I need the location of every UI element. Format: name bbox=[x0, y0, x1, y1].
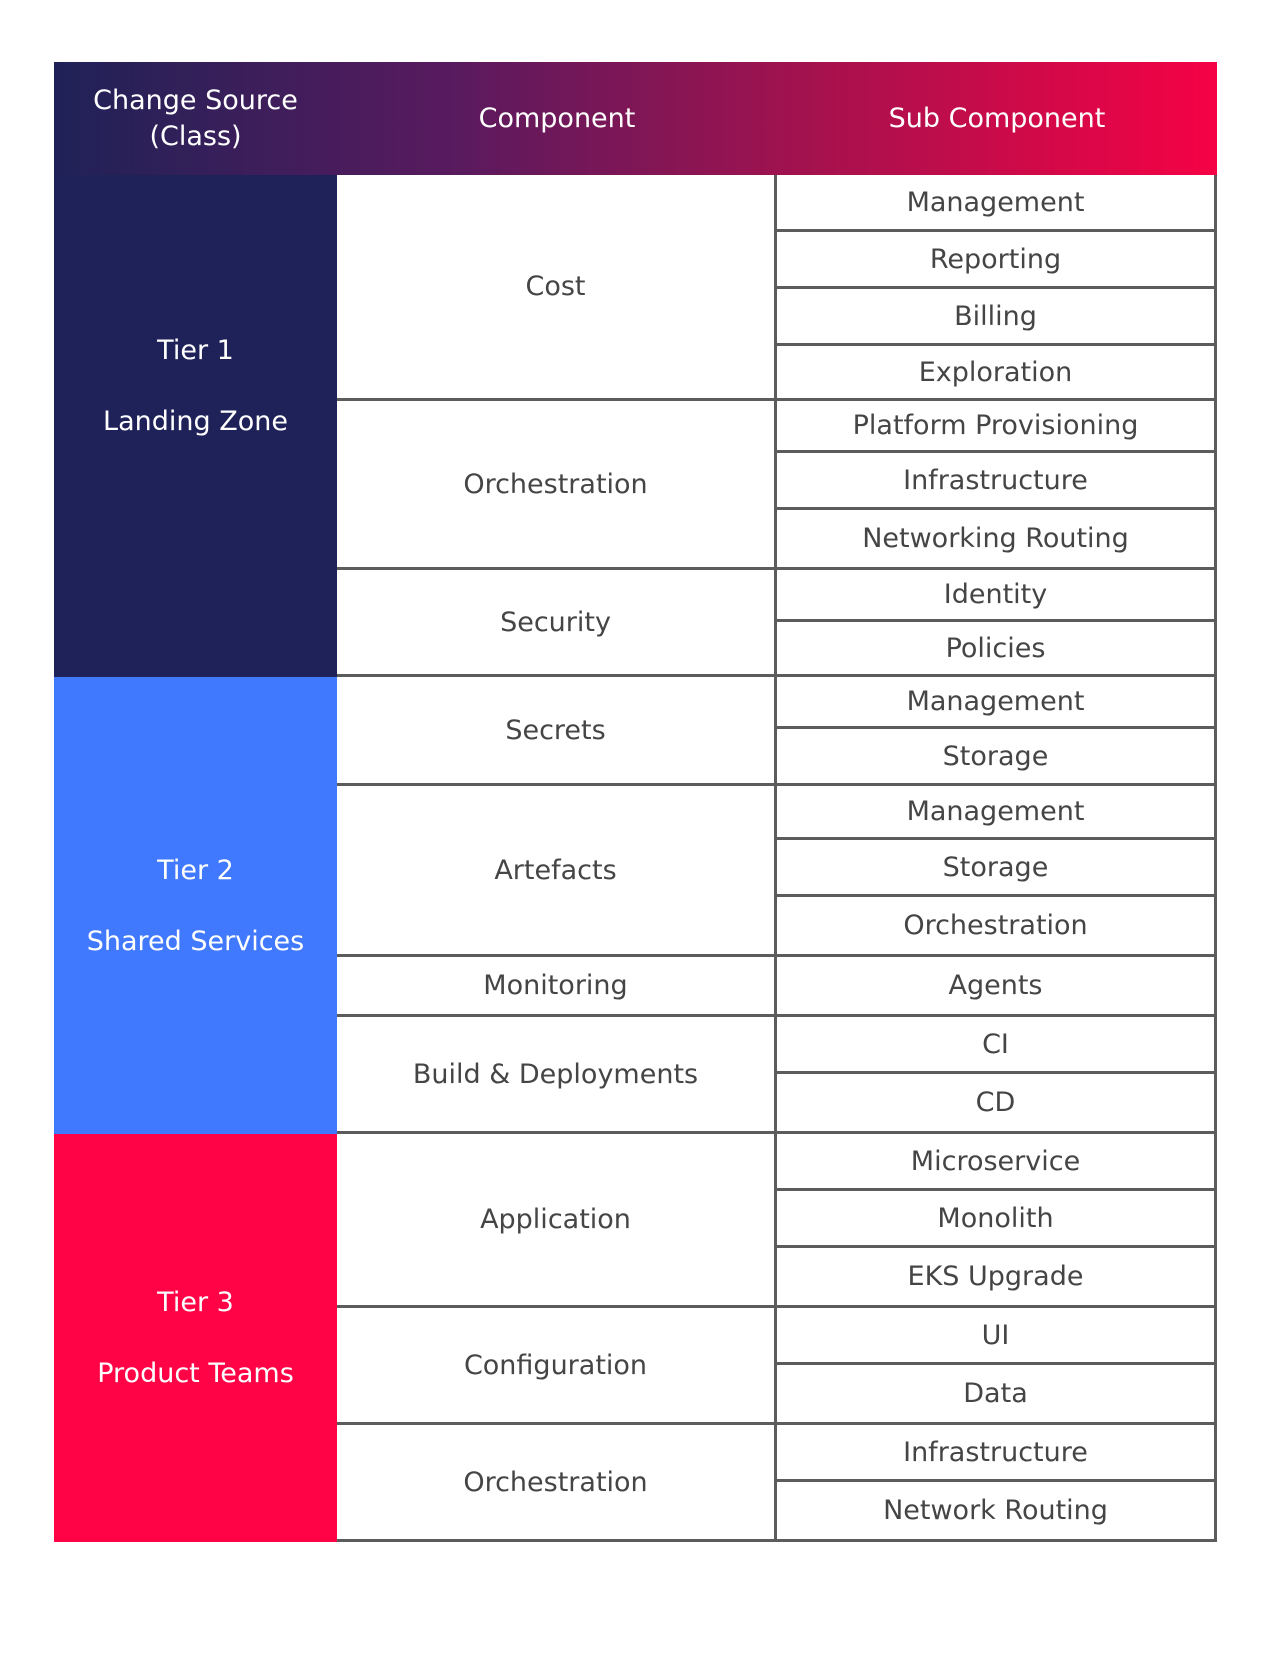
header-sub-component-label: Sub Component bbox=[888, 102, 1106, 134]
component-row bbox=[337, 1017, 1217, 1134]
tier-label: Product Teams bbox=[97, 1358, 294, 1389]
component-name: Build & Deployments bbox=[337, 1017, 777, 1131]
component-name: Security bbox=[337, 570, 777, 674]
sub-component-cell: Data bbox=[963, 1378, 1028, 1409]
tier-cell-2 bbox=[54, 677, 337, 1134]
component-name: Monitoring bbox=[337, 957, 777, 1014]
component-row bbox=[337, 677, 1217, 786]
component-name: Secrets bbox=[337, 677, 777, 783]
header-component-label: Component bbox=[478, 102, 636, 134]
sub-component-cell: Agents bbox=[948, 970, 1043, 1001]
sub-component-cell: Management bbox=[777, 786, 1214, 840]
tier-group-1 bbox=[54, 175, 1217, 677]
component-row bbox=[337, 175, 1217, 401]
sub-component-cell: Network Routing bbox=[883, 1495, 1108, 1526]
tier-cell-3 bbox=[54, 1134, 337, 1542]
change-source-table bbox=[54, 62, 1217, 1542]
sub-component-cell: Storage bbox=[777, 840, 1214, 897]
sub-component-cell: Monolith bbox=[777, 1191, 1214, 1248]
component-name: Artefacts bbox=[337, 786, 777, 954]
header-change-source-label: Change Source (Class) bbox=[93, 84, 298, 152]
table-body bbox=[54, 175, 1217, 1542]
sub-component-cell: Billing bbox=[777, 289, 1214, 346]
sub-component-cell: Infrastructure bbox=[777, 1425, 1214, 1482]
sub-component-cell: Orchestration bbox=[903, 910, 1088, 941]
sub-component-cell: Networking Routing bbox=[862, 523, 1129, 554]
sub-component-cell: CI bbox=[777, 1017, 1214, 1074]
sub-component-cell: Platform Provisioning bbox=[777, 401, 1214, 453]
sub-component-cell: Exploration bbox=[918, 356, 1073, 388]
sub-component-cell: Storage bbox=[942, 740, 1049, 772]
header-change-source bbox=[54, 62, 337, 175]
component-row bbox=[337, 1134, 1217, 1308]
sub-component-cell: EKS Upgrade bbox=[907, 1261, 1084, 1292]
component-name: Application bbox=[337, 1134, 777, 1305]
component-row bbox=[337, 401, 1217, 570]
sub-component-cell: Management bbox=[777, 677, 1214, 729]
tier-group-3 bbox=[54, 1134, 1217, 1542]
table-header bbox=[54, 62, 1217, 175]
tier-name: Tier 2 bbox=[157, 854, 234, 886]
component-name: Configuration bbox=[337, 1308, 777, 1422]
sub-component-cell: Management bbox=[777, 175, 1214, 232]
component-row bbox=[337, 957, 1217, 1017]
component-name: Cost bbox=[337, 175, 777, 398]
tier-label: Shared Services bbox=[86, 925, 305, 957]
sub-component-cell: CD bbox=[975, 1087, 1016, 1118]
tier-name: Tier 1 bbox=[157, 335, 234, 366]
sub-component-cell: Policies bbox=[945, 632, 1046, 664]
component-row bbox=[337, 786, 1217, 957]
tier-name: Tier 3 bbox=[157, 1287, 234, 1318]
header-component bbox=[337, 62, 777, 175]
component-name: Orchestration bbox=[337, 1425, 777, 1539]
sub-component-cell: Reporting bbox=[777, 232, 1214, 289]
tier-label: Landing Zone bbox=[103, 406, 288, 437]
sub-component-cell: Microservice bbox=[777, 1134, 1214, 1191]
sub-component-cell: UI bbox=[777, 1308, 1214, 1365]
tier-cell-1 bbox=[54, 175, 337, 677]
component-row bbox=[337, 1308, 1217, 1425]
component-row bbox=[337, 570, 1217, 677]
sub-component-cell: Infrastructure bbox=[777, 453, 1214, 510]
tier-group-2 bbox=[54, 677, 1217, 1134]
header-sub-component bbox=[777, 62, 1217, 175]
component-row bbox=[337, 1425, 1217, 1542]
component-name: Orchestration bbox=[337, 401, 777, 567]
sub-component-cell: Identity bbox=[777, 570, 1214, 622]
